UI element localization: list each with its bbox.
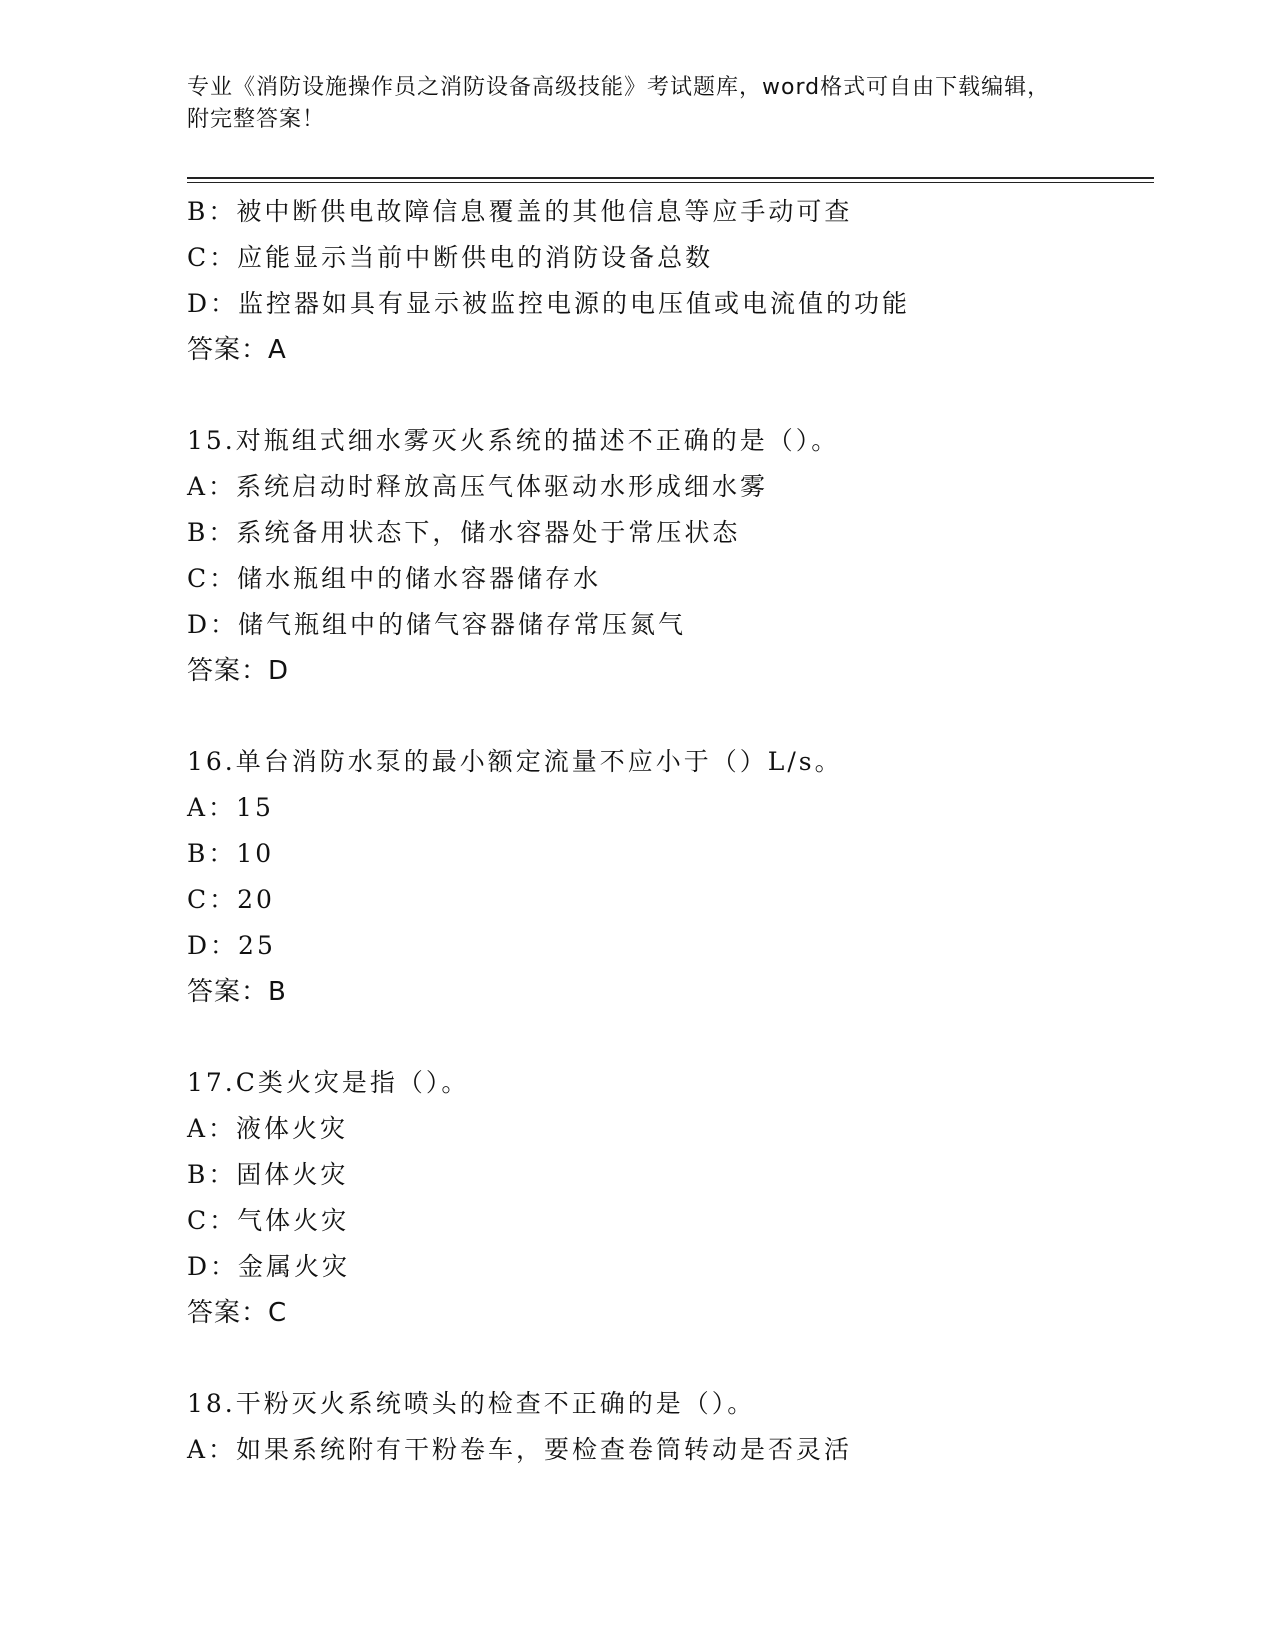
option-b: B：10 (187, 839, 275, 868)
option-c: C：应能显示当前中断供电的消防设备总数 (187, 243, 714, 272)
question-text: 18.干粉灭火系统喷头的检查不正确的是（）。 (187, 1389, 756, 1418)
document-header: 专业《消防设施操作员之消防设备高级技能》考试题库，word格式可自由下载编辑，附完整答案！ (187, 75, 1051, 132)
question-text: 15.对瓶组式细水雾灭火系统的描述不正确的是（）。 (187, 426, 840, 455)
answer: 答案：C (187, 1298, 288, 1328)
option-a: A：液体火灾 (187, 1114, 349, 1143)
option-d: D：监控器如具有显示被监控电源的电压值或电流值的功能 (187, 289, 911, 318)
option-c: C：储水瓶组中的储水容器储存水 (187, 564, 602, 593)
question-list (187, 189, 1147, 1473)
answer: 答案：A (187, 335, 287, 365)
header-divider-thick (187, 177, 1154, 179)
question-15 (187, 418, 1147, 694)
answer: 答案：B (187, 977, 287, 1007)
header-divider-thin (187, 182, 1154, 183)
option-a: A：系统启动时释放高压气体驱动水形成细水雾 (187, 472, 769, 501)
question-text: 17.C类火灾是指（）。 (187, 1068, 470, 1097)
option-d: D：金属火灾 (187, 1252, 351, 1281)
option-b: B：固体火灾 (187, 1160, 349, 1189)
question-text: 16.单台消防水泵的最小额定流量不应小于（）L/s。 (187, 747, 843, 776)
option-a: A：如果系统附有干粉卷车，要检查卷筒转动是否灵活 (187, 1435, 853, 1464)
option-d: D：25 (187, 931, 276, 960)
option-d: D：储气瓶组中的储气容器储存常压氮气 (187, 610, 687, 639)
option-a: A：15 (187, 793, 274, 822)
answer: 答案：D (187, 656, 290, 686)
question-17 (187, 1060, 1147, 1336)
option-b: B：系统备用状态下，储水容器处于常压状态 (187, 518, 741, 547)
question-18 (187, 1381, 1147, 1473)
option-c: C：气体火灾 (187, 1206, 350, 1235)
option-b: B：被中断供电故障信息覆盖的其他信息等应手动可查 (187, 197, 853, 226)
question-16 (187, 739, 1147, 1015)
option-c: C：20 (187, 885, 275, 914)
question-14-tail (187, 189, 1147, 373)
